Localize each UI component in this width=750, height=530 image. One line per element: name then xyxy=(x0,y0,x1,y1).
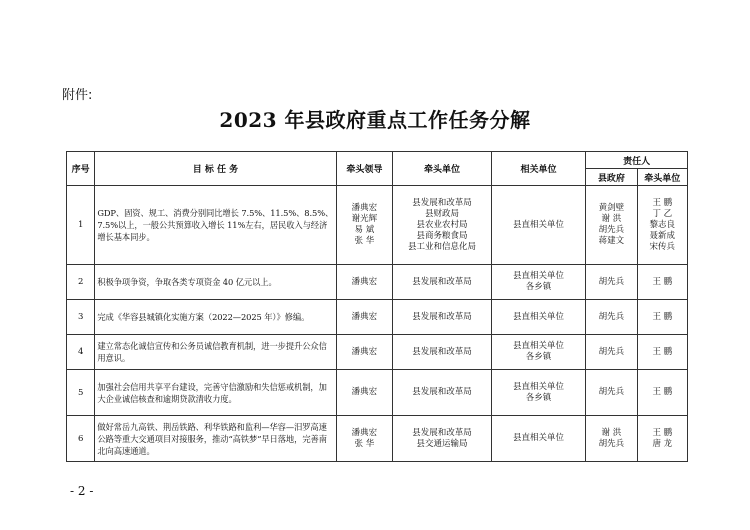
row-unit-resp-line: 王 鹏 xyxy=(652,197,673,208)
row-index: 3 xyxy=(67,300,95,335)
row-county-gov xyxy=(586,265,637,300)
row-related-line: 各乡镇 xyxy=(525,352,552,362)
table-row xyxy=(67,300,688,335)
row-unit-resp-line: 王 鹏 xyxy=(652,311,673,322)
attachment-label: 附件: xyxy=(62,88,93,103)
row-task: 加强社会信用共享平台建设，完善守信激励和失信惩戒机制，加大企业诚信核查和逾期贷款清收力度。 xyxy=(95,370,336,416)
row-lead-line: 张 华 xyxy=(354,236,375,246)
row-index: 1 xyxy=(67,186,95,265)
row-unit-resp-line: 王 鹏 xyxy=(652,387,673,397)
header-responsible: 责任人 xyxy=(586,152,688,169)
row-task: 完成《华容县城镇化实施方案（2022—2025 年）》修编。 xyxy=(95,300,336,335)
row-lead-line: 潘典宏 xyxy=(351,276,378,287)
row-county-gov-line: 蒋建文 xyxy=(598,236,625,246)
row-county-gov-line: 黄剑壁 xyxy=(598,203,625,213)
row-lead-unit xyxy=(393,300,492,335)
row-lead-unit xyxy=(393,335,492,370)
row-index: 4 xyxy=(67,335,95,370)
row-related xyxy=(491,265,585,300)
row-unit-resp xyxy=(637,416,687,462)
row-lead xyxy=(336,300,393,335)
table-row xyxy=(67,370,688,416)
table-row xyxy=(67,186,688,265)
row-related xyxy=(491,186,585,265)
row-unit-resp xyxy=(637,265,687,300)
row-related xyxy=(491,370,585,416)
table-row xyxy=(67,265,688,300)
row-lead-line: 易 斌 xyxy=(354,225,375,235)
row-lead xyxy=(336,265,393,300)
row-lead-line: 潘典宏 xyxy=(351,346,378,357)
row-lead xyxy=(336,335,393,370)
row-related-line: 县直相关单位 xyxy=(512,311,564,322)
table-row xyxy=(67,335,688,370)
header-index: 序号 xyxy=(67,152,95,186)
row-related xyxy=(491,416,585,462)
row-lead-unit xyxy=(393,416,492,462)
row-lead xyxy=(336,370,393,416)
row-unit-resp-line: 黎志良 xyxy=(649,219,676,230)
row-task: GDP、固资、规工、消费分别同比增长 7.5%、11.5%、8.5%、7.5%以上，一般公共预算收入增长 11%左右，居民收入与经济增长基本同步。 xyxy=(95,186,336,265)
row-unit-resp-line: 王 鹏 xyxy=(652,346,673,357)
row-lead-unit-line: 县农业农村局 xyxy=(416,219,468,230)
row-county-gov-line: 谢 洪 xyxy=(601,427,622,438)
row-county-gov-line: 胡先兵 xyxy=(598,225,625,235)
row-lead-unit-line: 县发展和改革局 xyxy=(412,427,472,438)
row-county-gov-line: 胡先兵 xyxy=(598,276,625,287)
row-county-gov-line: 谢 洪 xyxy=(601,214,622,224)
row-unit-resp xyxy=(637,300,687,335)
header-lead: 牵头领导 xyxy=(336,152,393,186)
row-lead-unit xyxy=(393,265,492,300)
row-lead-line: 潘典宏 xyxy=(351,311,378,322)
header-lead-unit-resp: 牵头单位 xyxy=(637,169,687,186)
row-county-gov xyxy=(586,416,637,462)
row-lead-line: 谢光辉 xyxy=(351,214,378,224)
row-county-gov xyxy=(586,335,637,370)
row-lead-unit-line: 县商务粮食局 xyxy=(416,230,468,241)
row-county-gov xyxy=(586,300,637,335)
row-lead-unit-line: 县财政局 xyxy=(424,208,459,219)
header-county-gov: 县政府 xyxy=(586,169,637,186)
row-lead-line: 张 华 xyxy=(354,438,375,449)
row-county-gov xyxy=(586,186,637,265)
row-lead-unit xyxy=(393,370,492,416)
header-related: 相关单位 xyxy=(491,152,585,186)
row-unit-resp-line: 唐 龙 xyxy=(652,438,673,449)
row-index: 2 xyxy=(67,265,95,300)
row-unit-resp-line: 王 鹏 xyxy=(652,276,673,287)
row-lead-unit-line: 县发展和改革局 xyxy=(412,311,472,322)
row-lead-line: 潘典宏 xyxy=(351,427,378,438)
row-related-line: 县直相关单位 xyxy=(512,433,564,443)
row-lead-line: 潘典宏 xyxy=(351,203,378,213)
row-lead-unit-line: 县发展和改革局 xyxy=(412,346,472,357)
row-related xyxy=(491,335,585,370)
row-unit-resp-line: 宋传兵 xyxy=(649,241,676,252)
row-unit-resp-line: 聂新成 xyxy=(649,230,676,241)
row-county-gov-line: 胡先兵 xyxy=(598,438,625,449)
row-county-gov-line: 胡先兵 xyxy=(598,387,625,397)
row-index: 5 xyxy=(67,370,95,416)
row-lead-line: 潘典宏 xyxy=(351,387,378,397)
row-lead xyxy=(336,416,393,462)
row-lead-unit-line: 县发展和改革局 xyxy=(412,387,472,397)
row-lead-unit-line: 县发展和改革局 xyxy=(412,197,472,208)
row-lead-unit-line: 县发展和改革局 xyxy=(412,276,472,287)
row-county-gov-line: 胡先兵 xyxy=(598,311,625,322)
row-lead-unit-line: 县交通运输局 xyxy=(416,438,468,449)
row-lead-unit-line: 县工业和信息化局 xyxy=(407,241,476,252)
row-unit-resp-line: 王 鹏 xyxy=(652,427,673,438)
row-unit-resp xyxy=(637,370,687,416)
row-task: 做好常岳九高铁、荆岳铁路、利华铁路和监利—华容—汨罗高速公路等重大交通项目对接服务，推动“高铁梦”早日落地，完善南北向高速通道。 xyxy=(95,416,336,462)
row-lead-unit xyxy=(393,186,492,265)
row-related-line: 各乡镇 xyxy=(525,282,552,292)
row-unit-resp xyxy=(637,335,687,370)
row-related-line: 各乡镇 xyxy=(525,392,552,403)
row-related-line: 县直相关单位 xyxy=(512,341,564,351)
row-task: 建立常态化诚信宣传和公务员诚信教育机制，进一步提升公众信用意识。 xyxy=(95,335,336,370)
header-row xyxy=(67,152,688,169)
row-related xyxy=(491,300,585,335)
row-related-line: 县直相关单位 xyxy=(512,381,564,392)
row-lead xyxy=(336,186,393,265)
row-unit-resp-line: 丁 乙 xyxy=(652,208,673,219)
row-related-line: 县直相关单位 xyxy=(512,219,564,230)
row-index: 6 xyxy=(67,416,95,462)
row-task: 积极争项争资，争取各类专项资金 40 亿元以上。 xyxy=(95,265,336,300)
row-related-line: 县直相关单位 xyxy=(512,271,564,281)
row-county-gov xyxy=(586,370,637,416)
page-number: - 2 - xyxy=(70,484,94,498)
table-row xyxy=(67,416,688,462)
task-table xyxy=(66,151,688,462)
header-task: 目 标 任 务 xyxy=(95,152,336,186)
row-county-gov-line: 胡先兵 xyxy=(598,346,625,357)
header-lead-unit: 牵头单位 xyxy=(393,152,492,186)
page-title: 2023 年县政府重点工作任务分解 xyxy=(219,108,531,132)
row-unit-resp xyxy=(637,186,687,265)
